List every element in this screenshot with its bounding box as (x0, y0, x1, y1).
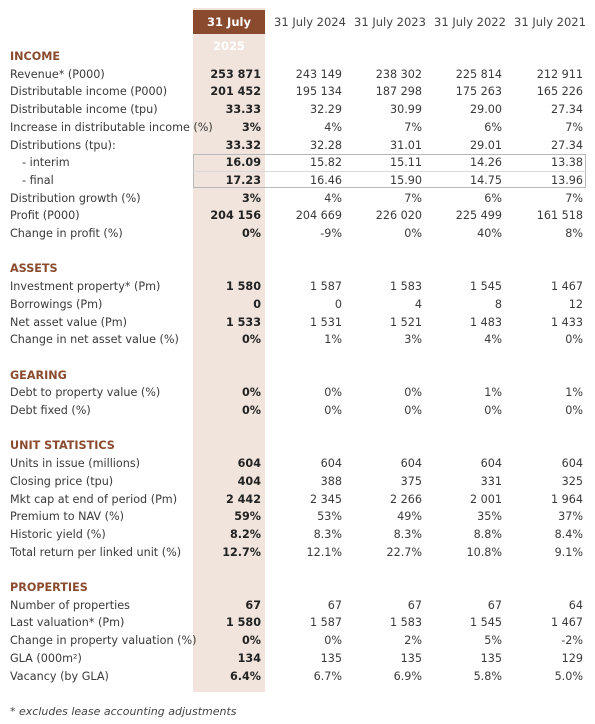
value-cell: 204 669 (295, 209, 342, 223)
value-cell: 49% (397, 510, 422, 524)
value-cell: 2 345 (309, 492, 342, 506)
spacer-row (0, 349, 595, 367)
table-row (0, 83, 595, 101)
table-row (0, 597, 595, 615)
value-cell: 1% (484, 386, 502, 400)
current-value-cell: 0% (242, 386, 261, 400)
value-cell: 27.34 (550, 103, 583, 117)
current-value-cell: 0 (253, 297, 261, 311)
value-cell: 175 263 (455, 85, 502, 99)
value-cell: 15.90 (389, 173, 422, 187)
value-cell: 1 531 (309, 315, 342, 329)
spacer-row (0, 420, 595, 438)
current-value-cell: 67 (245, 598, 261, 612)
value-cell: 0% (565, 333, 583, 347)
value-cell: 12 (568, 297, 583, 311)
row-label: - final (22, 173, 54, 187)
value-cell: 0% (404, 386, 422, 400)
current-value-cell: 1 533 (225, 315, 261, 329)
current-value-cell: 604 (237, 457, 261, 471)
value-cell: 161 518 (536, 209, 583, 223)
current-value-cell: 1 580 (225, 280, 261, 294)
value-cell: 8% (565, 227, 583, 240)
row-label: Last valuation* (Pm) (10, 616, 125, 630)
value-cell: 37% (558, 510, 583, 524)
value-cell: 0% (404, 404, 422, 417)
value-cell: 2 001 (469, 492, 502, 506)
current-value-cell: 12.7% (222, 545, 261, 559)
value-cell: 4 (414, 297, 422, 311)
value-cell: 8.4% (554, 527, 583, 541)
value-cell: 1 545 (469, 616, 502, 630)
table-row (0, 101, 595, 119)
table-row (0, 119, 595, 137)
value-cell: 5.8% (473, 669, 502, 683)
value-cell: 8.3% (393, 527, 422, 541)
current-value-cell: 3% (242, 191, 261, 205)
section-title: UNIT STATISTICS (10, 439, 115, 453)
section-heading (0, 437, 595, 455)
section-heading (0, 48, 595, 66)
table-row (0, 296, 595, 314)
value-cell: 15.11 (389, 156, 422, 170)
value-cell: 14.26 (469, 156, 502, 170)
row-label: Distributable income (P000) (10, 85, 168, 99)
row-label: Mkt cap at end of period (Pm) (10, 492, 178, 506)
value-cell: 135 (400, 651, 422, 665)
value-cell: 8 (494, 297, 502, 311)
value-cell: 6% (484, 120, 502, 134)
column-header-2023: 31 July 2023 (354, 15, 426, 29)
value-cell: -2% (561, 634, 583, 648)
value-cell: 604 (480, 457, 502, 471)
value-cell: 13.38 (550, 156, 583, 170)
value-cell: 0% (565, 404, 583, 417)
value-cell: 6.9% (393, 669, 422, 683)
value-cell: 0% (484, 404, 502, 417)
table-row (0, 508, 595, 526)
value-cell: 67 (407, 598, 422, 612)
value-cell: 31.01 (389, 138, 422, 152)
value-cell: 53% (317, 510, 342, 524)
spacer-row (0, 243, 595, 261)
value-cell: 9.1% (554, 545, 583, 559)
value-cell: 0% (404, 227, 422, 240)
value-cell: 0% (324, 404, 342, 417)
row-label: Net asset value (Pm) (10, 315, 128, 329)
current-value-cell: 1 580 (225, 616, 261, 630)
value-cell: 32.28 (309, 138, 342, 152)
distributions-breakdown-divider (193, 171, 586, 172)
row-label: Historic yield (%) (10, 527, 106, 541)
value-cell: 22.7% (386, 545, 422, 559)
row-label: - interim (22, 156, 70, 170)
row-label: Total return per linked unit (%) (10, 545, 182, 559)
current-value-cell: 8.2% (229, 527, 261, 541)
value-cell: 4% (324, 120, 342, 134)
current-value-cell: 33.33 (225, 103, 261, 117)
value-cell: 1 521 (389, 315, 422, 329)
value-cell: 388 (320, 474, 342, 488)
value-cell: 1% (324, 333, 342, 347)
table-row (0, 526, 595, 544)
value-cell: 1 587 (309, 616, 342, 630)
table-row (0, 190, 595, 208)
value-cell: 331 (480, 474, 502, 488)
table-row (0, 614, 595, 632)
spacer-row (0, 561, 595, 579)
table-row (0, 66, 595, 84)
value-cell: 225 499 (455, 209, 502, 223)
current-value-cell: 3% (242, 120, 261, 134)
value-cell: 29.01 (469, 138, 502, 152)
value-cell: 7% (565, 191, 583, 205)
table-row (0, 314, 595, 332)
value-cell: 35% (477, 510, 502, 524)
table-row (0, 278, 595, 296)
table-row (0, 384, 595, 402)
footnote: * excludes lease accounting adjustments (10, 705, 237, 718)
section-title: INCOME (10, 50, 61, 63)
section-title: PROPERTIES (10, 581, 88, 594)
current-value-cell: 33.32 (225, 138, 261, 152)
row-label: Vacancy (by GLA) (10, 669, 109, 683)
table-row (0, 544, 595, 562)
row-label: Debt to property value (%) (10, 386, 161, 400)
row-label: Change in profit (%) (10, 227, 123, 240)
value-cell: 32.29 (309, 103, 342, 117)
value-cell: 4% (324, 191, 342, 205)
row-label: Change in net asset value (%) (10, 333, 179, 347)
value-cell: 3% (404, 333, 422, 347)
value-cell: -9% (320, 227, 342, 240)
current-value-cell: 0% (242, 404, 261, 417)
table-row (0, 137, 595, 155)
row-label: Distributable income (tpu) (10, 103, 158, 117)
row-label: Closing price (tpu) (10, 474, 114, 488)
row-label: Units in issue (millions) (10, 457, 141, 471)
value-cell: 187 298 (375, 85, 422, 99)
value-cell: 1 467 (550, 280, 583, 294)
row-label: Number of properties (10, 598, 130, 612)
value-cell: 2% (404, 634, 422, 648)
value-cell: 129 (561, 651, 583, 665)
current-value-cell: 0% (242, 227, 261, 240)
table-row (0, 225, 595, 243)
current-value-cell: 201 452 (210, 85, 261, 99)
current-value-cell: 0% (242, 634, 261, 648)
row-label: Increase in distributable income (%) (10, 120, 213, 134)
value-cell: 195 134 (295, 85, 342, 99)
current-value-cell: 2 442 (225, 492, 261, 506)
row-label: Distributions (tpu): (10, 138, 116, 152)
value-cell: 29.00 (469, 103, 502, 117)
current-value-cell: 253 871 (210, 67, 261, 81)
current-value-cell: 0% (242, 333, 261, 347)
current-value-cell: 17.23 (225, 173, 261, 187)
current-value-cell: 59% (234, 510, 261, 524)
value-cell: 604 (320, 457, 342, 471)
current-value-cell: 204 156 (210, 209, 261, 223)
table-row (0, 650, 595, 668)
value-cell: 14.75 (469, 173, 502, 187)
value-cell: 1 583 (389, 616, 422, 630)
current-value-cell: 404 (237, 474, 261, 488)
section-heading (0, 260, 595, 278)
value-cell: 7% (404, 120, 422, 134)
section-heading (0, 367, 595, 385)
column-header-2021: 31 July 2021 (514, 15, 586, 29)
current-value-cell: 16.09 (225, 156, 261, 170)
table-row (0, 207, 595, 225)
value-cell: 67 (487, 598, 502, 612)
table-row (0, 491, 595, 509)
row-label: Profit (P000) (10, 209, 80, 223)
value-cell: 12.1% (306, 545, 342, 559)
value-cell: 325 (561, 474, 583, 488)
column-header-2022: 31 July 2022 (434, 15, 506, 29)
current-value-cell: 134 (237, 651, 261, 665)
value-cell: 226 020 (375, 209, 422, 223)
value-cell: 8.3% (313, 527, 342, 541)
table-row (0, 331, 595, 349)
row-label: Change in property valuation (%) (10, 634, 197, 648)
value-cell: 165 226 (536, 85, 583, 99)
value-cell: 1% (565, 386, 583, 400)
row-label: Investment property* (Pm) (10, 280, 161, 294)
value-cell: 1 467 (550, 616, 583, 630)
value-cell: 10.8% (466, 545, 502, 559)
row-label: Debt fixed (%) (10, 404, 91, 417)
value-cell: 64 (568, 598, 583, 612)
value-cell: 212 911 (536, 67, 583, 81)
value-cell: 375 (400, 474, 422, 488)
row-label: Revenue* (P000) (10, 67, 105, 81)
value-cell: 1 483 (469, 315, 502, 329)
row-label: GLA (000m²) (10, 651, 82, 665)
value-cell: 15.82 (309, 156, 342, 170)
column-header-current: 31 July 2025 (193, 10, 265, 34)
value-cell: 1 433 (550, 315, 583, 329)
value-cell: 0 (334, 297, 342, 311)
row-label: Borrowings (Pm) (10, 297, 103, 311)
table-row (0, 402, 595, 420)
value-cell: 0% (324, 386, 342, 400)
value-cell: 7% (404, 191, 422, 205)
row-label: Premium to NAV (%) (10, 510, 124, 524)
table-row (0, 668, 595, 686)
value-cell: 67 (327, 598, 342, 612)
value-cell: 8.8% (473, 527, 502, 541)
value-cell: 6.7% (313, 669, 342, 683)
value-cell: 135 (320, 651, 342, 665)
value-cell: 604 (400, 457, 422, 471)
value-cell: 225 814 (455, 67, 502, 81)
section-heading (0, 579, 595, 597)
value-cell: 5.0% (554, 669, 583, 683)
value-cell: 5% (484, 634, 502, 648)
value-cell: 1 545 (469, 280, 502, 294)
value-cell: 16.46 (309, 173, 342, 187)
table-row (0, 473, 595, 491)
value-cell: 135 (480, 651, 502, 665)
value-cell: 27.34 (550, 138, 583, 152)
section-title: ASSETS (10, 262, 58, 276)
value-cell: 30.99 (389, 103, 422, 117)
value-cell: 6% (484, 191, 502, 205)
value-cell: 13.96 (550, 173, 583, 187)
table-row (0, 455, 595, 473)
value-cell: 604 (561, 457, 583, 471)
section-title: GEARING (10, 368, 67, 382)
value-cell: 40% (477, 227, 502, 240)
value-cell: 1 583 (389, 280, 422, 294)
column-header-2024: 31 July 2024 (274, 15, 346, 29)
value-cell: 238 302 (375, 67, 422, 81)
current-value-cell: 6.4% (229, 669, 261, 683)
value-cell: 2 266 (389, 492, 422, 506)
value-cell: 0% (324, 634, 342, 648)
table-row (0, 632, 595, 650)
value-cell: 1 587 (309, 280, 342, 294)
value-cell: 243 149 (295, 67, 342, 81)
row-label: Distribution growth (%) (10, 191, 141, 205)
value-cell: 1 964 (550, 492, 583, 506)
value-cell: 4% (484, 333, 502, 347)
value-cell: 7% (565, 120, 583, 134)
